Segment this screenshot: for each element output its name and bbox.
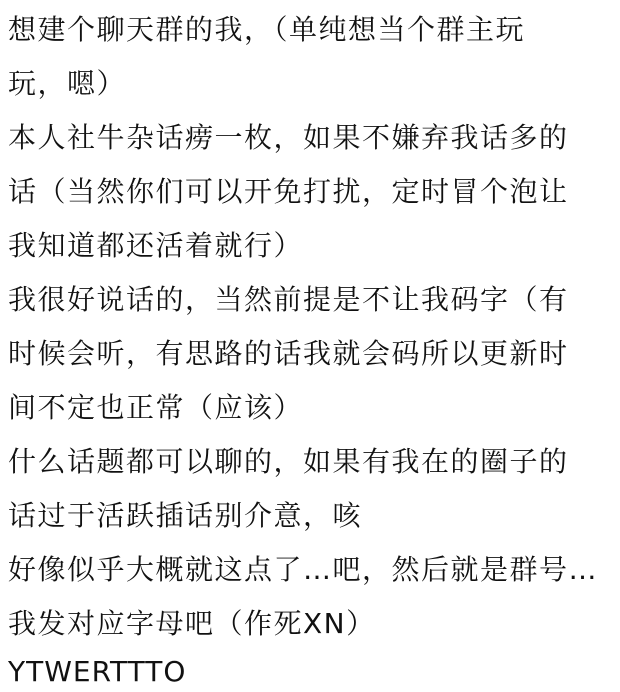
note-line: 话过于活跃插话别介意，咳 <box>8 499 363 532</box>
group-code: YTWERTTTO <box>8 655 187 688</box>
note-line: 好像似乎大概就这点了…吧，然后就是群号… <box>8 553 599 586</box>
note-line: 本人社牛杂话痨一枚，如果不嫌弃我话多的 <box>8 121 569 154</box>
note-line: 间不定也正常（应该） <box>8 391 304 424</box>
note-line: 我发对应字母吧（作死XN） <box>8 607 376 640</box>
note-line: 话（当然你们可以开免打扰，定时冒个泡让 <box>8 175 569 208</box>
note-line: 什么话题都可以聊的，如果有我在的圈子的 <box>8 445 569 478</box>
note-line: 时候会听，有思路的话我就会码所以更新时 <box>8 337 569 370</box>
note-line: 想建个聊天群的我，（单纯想当个群主玩 <box>8 13 526 46</box>
note-line: 玩，嗯） <box>8 67 127 100</box>
note-line: 我知道都还活着就行） <box>8 229 304 262</box>
note-line: 我很好说话的，当然前提是不让我码字（有 <box>8 283 569 316</box>
